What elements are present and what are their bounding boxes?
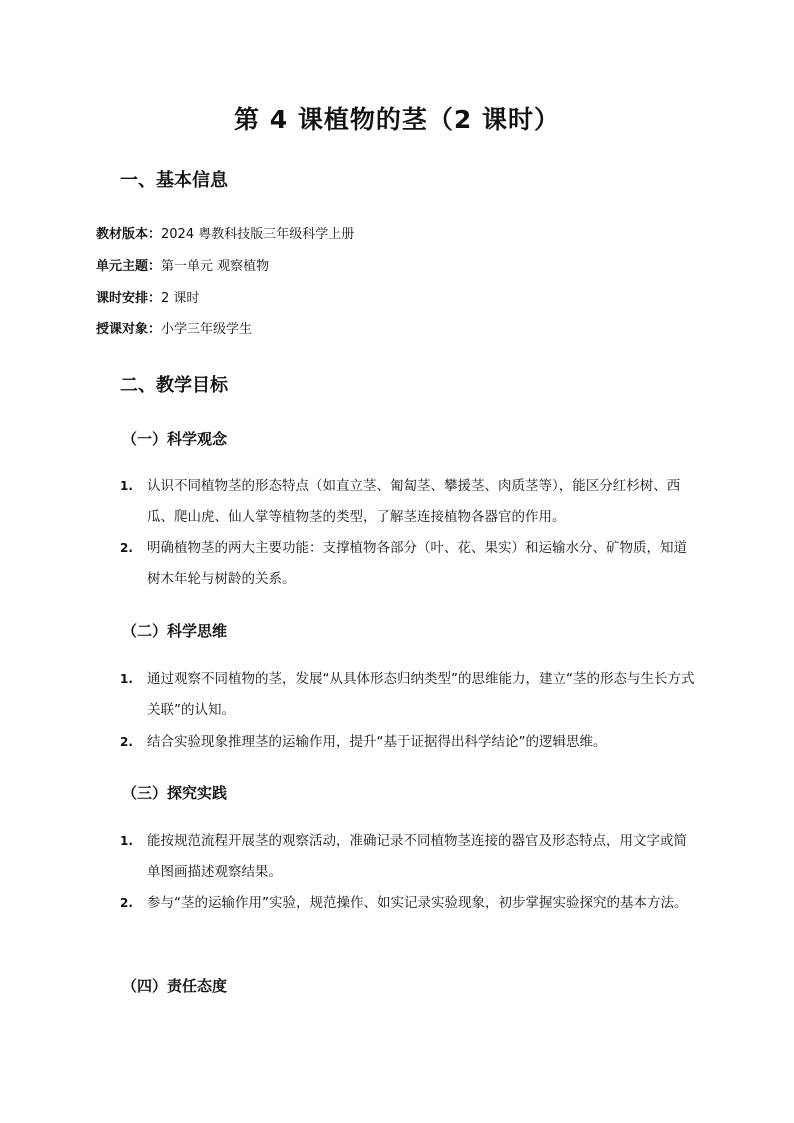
- info-value: 2 课时: [161, 291, 200, 306]
- info-row-textbook: [96, 223, 354, 242]
- section-heading-basic-info: 一、基本信息: [120, 170, 228, 191]
- list-text: 明确植物茎的两大主要功能：支撑植物各部分（叶、花、果实）和运输水分、矿物质，知道树木年轮与树龄的关系。: [147, 540, 687, 587]
- list-number: 1.: [120, 479, 133, 493]
- list-item: [120, 471, 700, 533]
- list-item: [120, 826, 700, 888]
- subsection-heading-thinking: （二）科学思维: [122, 622, 228, 640]
- info-row-unit: [96, 255, 269, 274]
- info-label: 授课对象：: [96, 322, 162, 337]
- info-label: 单元主题：: [96, 259, 162, 274]
- list-item: [120, 888, 700, 919]
- list-number: 2.: [120, 541, 133, 555]
- list-text: 通过观察不同植物的茎，发展“从具体形态归纳类型”的思维能力，建立“茎的形态与生长方式关联”的认知。: [147, 671, 695, 718]
- list-number: 2.: [120, 896, 133, 910]
- list-text: 结合实验现象推理茎的运输作用，提升“基于证据得出科学结论”的逻辑思维。: [147, 734, 607, 750]
- info-label: 课时安排：: [96, 291, 162, 306]
- subsection-heading-responsibility: （四）责任态度: [122, 977, 228, 995]
- list-text: 能按规范流程开展茎的观察活动，准确记录不同植物茎连接的器官及形态特点，用文字或简单图画描述观察结果。: [147, 833, 687, 880]
- document-title: 第 4 课植物的茎（2 课时）: [234, 105, 560, 134]
- info-value: 小学三年级学生: [161, 322, 253, 337]
- list-number: 1.: [120, 834, 133, 848]
- list-item: [120, 727, 700, 758]
- info-value: 第一单元 观察植物: [161, 259, 270, 274]
- info-label: 教材版本：: [96, 227, 162, 242]
- list-text: 参与“茎的运输作用”实验，规范操作、如实记录实验现象，初步掌握实验探究的基本方法。: [147, 895, 688, 911]
- subsection-heading-practice: （三）探究实践: [122, 784, 228, 802]
- list-item: [120, 533, 700, 595]
- info-value: 2024 粤教科技版三年级科学上册: [161, 227, 355, 242]
- subsection-heading-concepts: （一）科学观念: [122, 430, 228, 448]
- list-text: 认识不同植物茎的形态特点（如直立茎、匍匐茎、攀援茎、肉质茎等），能区分红杉树、西瓜、爬山虎、仙人掌等植物茎的类型，了解茎连接植物各器官的作用。: [147, 478, 681, 525]
- list-number: 2.: [120, 735, 133, 749]
- list-item: [120, 664, 700, 726]
- info-row-audience: [96, 318, 252, 337]
- list-number: 1.: [120, 672, 133, 686]
- section-heading-goals: 二、教学目标: [120, 375, 228, 396]
- info-row-schedule: [96, 287, 199, 306]
